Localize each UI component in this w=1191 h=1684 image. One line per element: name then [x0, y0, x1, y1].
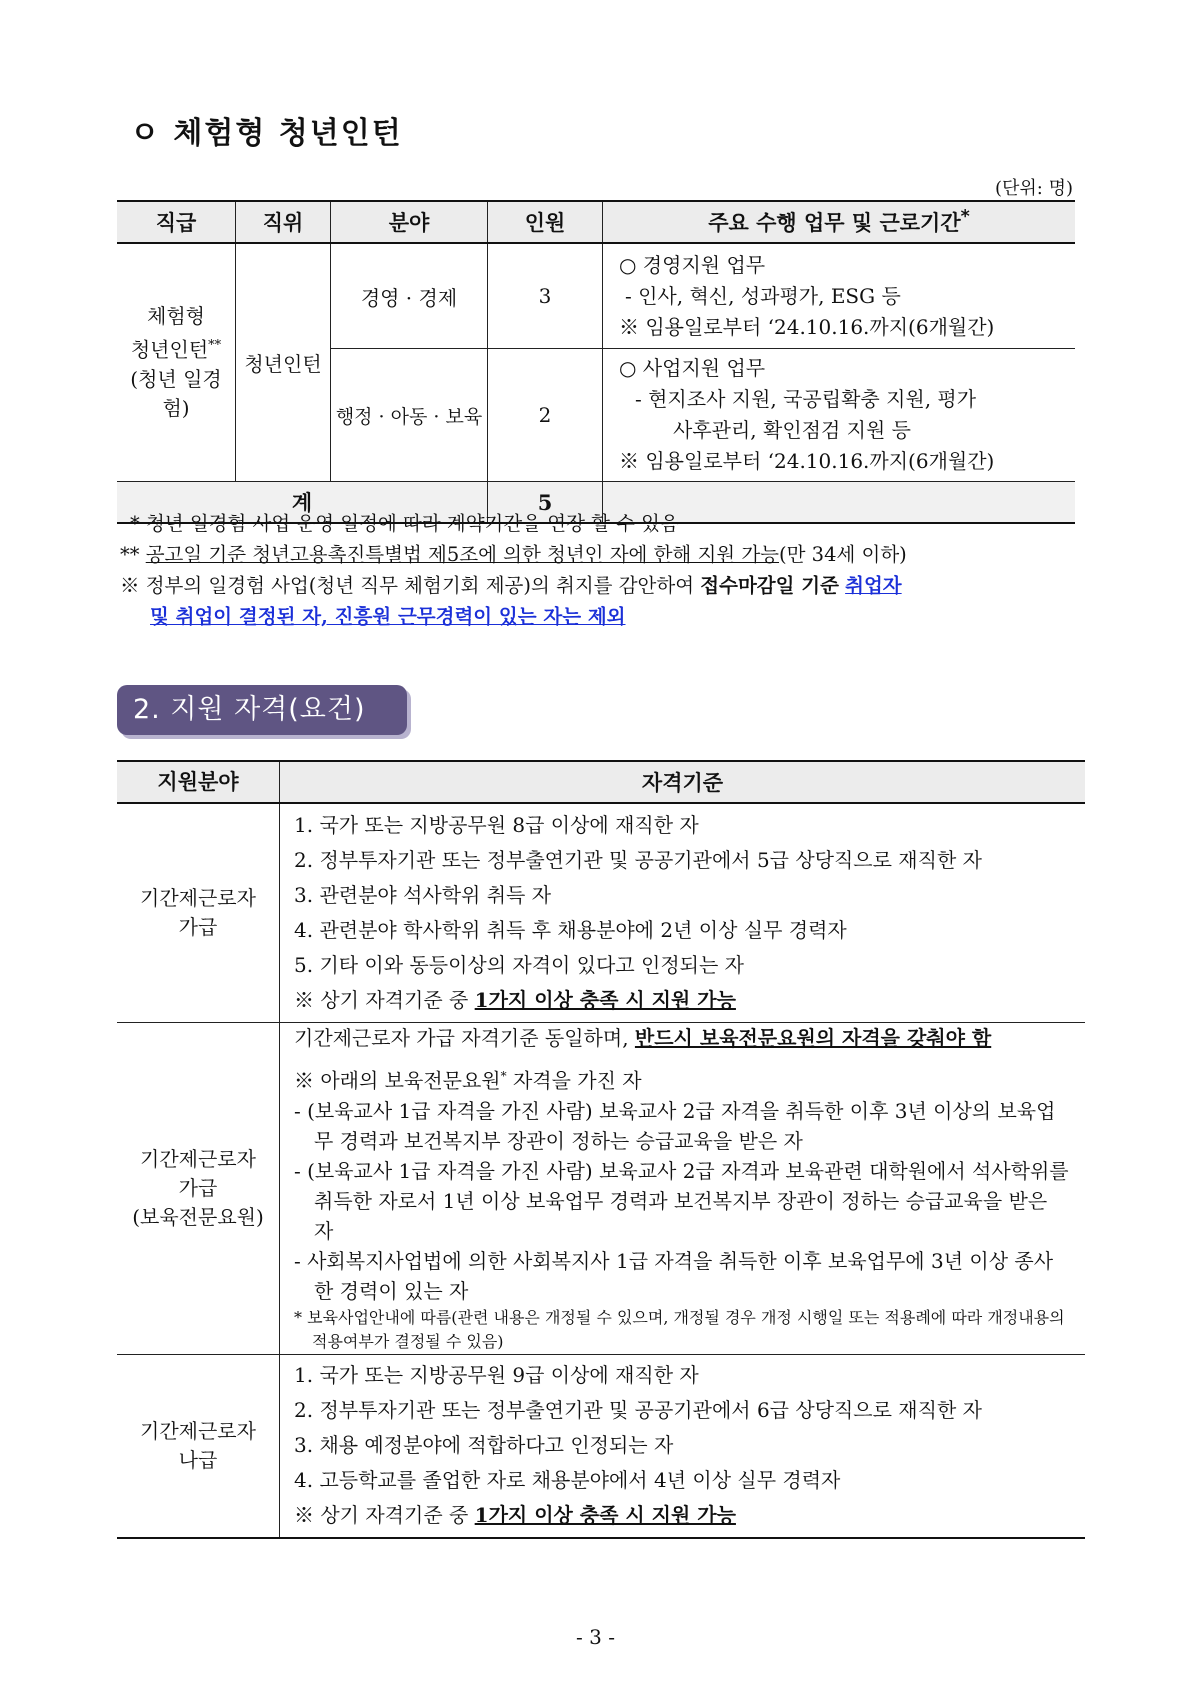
header-count: 인원	[488, 201, 603, 243]
field-cell: 행정 · 아동 · 보육	[331, 349, 488, 482]
field-cell: 경영 · 경제	[331, 243, 488, 349]
header-duties: 주요 수행 업무 및 근로기간*	[603, 201, 1076, 243]
header-field: 분야	[331, 201, 488, 243]
count-cell: 3	[488, 243, 603, 349]
note-3: ※ 정부의 일경험 사업(청년 직무 체험기회 제공)의 취지를 감안하여 접수마감일 기준 취업자	[120, 574, 902, 597]
unit-label: (단위: 명)	[995, 178, 1073, 199]
duties-cell: ○ 사업지원 업무 - 현지조사 지원, 국공립확충 지원, 평가 사후관리, 확인점검 지원 등 ※ 임용일로부터 ‘24.10.16.까지(6개월간)	[603, 349, 1076, 482]
category-cell: 기간제근로자 나급	[117, 1354, 280, 1538]
note-1: * 청년 일경험 사업 운영 일정에 따라 계약기간을 연장 할 수 있음	[130, 512, 679, 535]
page-number: - 3 -	[576, 1625, 615, 1649]
note-2: ** 공고일 기준 청년고용촉진특별법 제5조에 의한 청년인 자에 한해 지원 가능(만 34세 이하)	[120, 543, 907, 566]
header-field: 지원분야	[117, 761, 280, 803]
header-position: 직위	[236, 201, 331, 243]
note-3-cont: 및 취업이 결정된 자, 진흥원 근무경력이 있는 자는 제외	[150, 605, 626, 628]
total-label: 계	[117, 482, 488, 524]
duties-cell: ○ 경영지원 업무 - 인사, 혁신, 성과평가, ESG 등 ※ 임용일로부터 ‘24.10.16.까지(6개월간)	[603, 243, 1076, 349]
youth-intern-table	[117, 200, 1075, 524]
table-notes	[120, 508, 1080, 632]
section-title-youth-intern: ㅇ 체험형 청년인턴	[130, 116, 403, 151]
criteria-cell: 1. 국가 또는 지방공무원 9급 이상에 재직한 자 2. 정부투자기관 또는 정부출연기관 및 공공기관에서 6급 상당직으로 재직한 자 3. 채용 예정분야에 적합하다고 인정되는 자 4. 고등학교를 졸업한 자로 채용분야에서 4년 이상 실무 경력자 ※ 상기 자격기준 중 1가지 이상 충족 시 지원 가능	[280, 1354, 1086, 1538]
header-grade: 직급	[117, 201, 236, 243]
header-criteria: 자격기준	[280, 761, 1086, 803]
grade-cell: 체험형 청년인턴** (청년 일경험)	[117, 243, 236, 482]
total-count: 5	[488, 482, 603, 524]
criteria-cell: 기간제근로자 가급 자격기준 동일하며, 반드시 보육전문요원의 자격을 갖춰야 함 ※ 아래의 보육전문요원* 자격을 가진 자 - (보육교사 1급 자격을 가진 사람) 보육교사 2급 자격을 취득한 이후 3년 이상의 보육업무 경력과 보건복지부 장관이 정하는 승급교육을 받은 자 - (보육교사 1급 자격을 가진 사람) 보육교사 2급 자격과 보육관련 대학원에서 석사학위를 취득한 자로서 1년 이상 보육업무 경력과 보건복지부 장관이 정하는 승급교육을 받은 자 - 사회복지사업법에 의한 사회복지사 1급 자격을 취득한 이후 보육업무에 3년 이상 종사한 경력이 있는 자 * 보육사업안내에 따름(관련 내용은 개정될 수 있으며, 개정될 경우 개정 시행일 또는 적용례에 따라 개정내용의 적용여부가 결정될 수 있음)	[280, 1023, 1086, 1355]
qualification-table	[117, 760, 1085, 1539]
section-title-qualification: 2. 지원 자격(요건)	[117, 685, 407, 735]
criteria-cell: 1. 국가 또는 지방공무원 8급 이상에 재직한 자 2. 정부투자기관 또는 정부출연기관 및 공공기관에서 5급 상당직으로 재직한 자 3. 관련분야 석사학위 취득 자 4. 관련분야 학사학위 취득 후 채용분야에 2년 이상 실무 경력자 5. 기타 이와 동등이상의 자격이 있다고 인정되는 자 ※ 상기 자격기준 중 1가지 이상 충족 시 지원 가능	[280, 803, 1086, 1023]
category-cell: 기간제근로자 가급	[117, 803, 280, 1023]
category-cell: 기간제근로자 가급 (보육전문요원)	[117, 1023, 280, 1355]
position-cell: 청년인턴	[236, 243, 331, 482]
count-cell: 2	[488, 349, 603, 482]
